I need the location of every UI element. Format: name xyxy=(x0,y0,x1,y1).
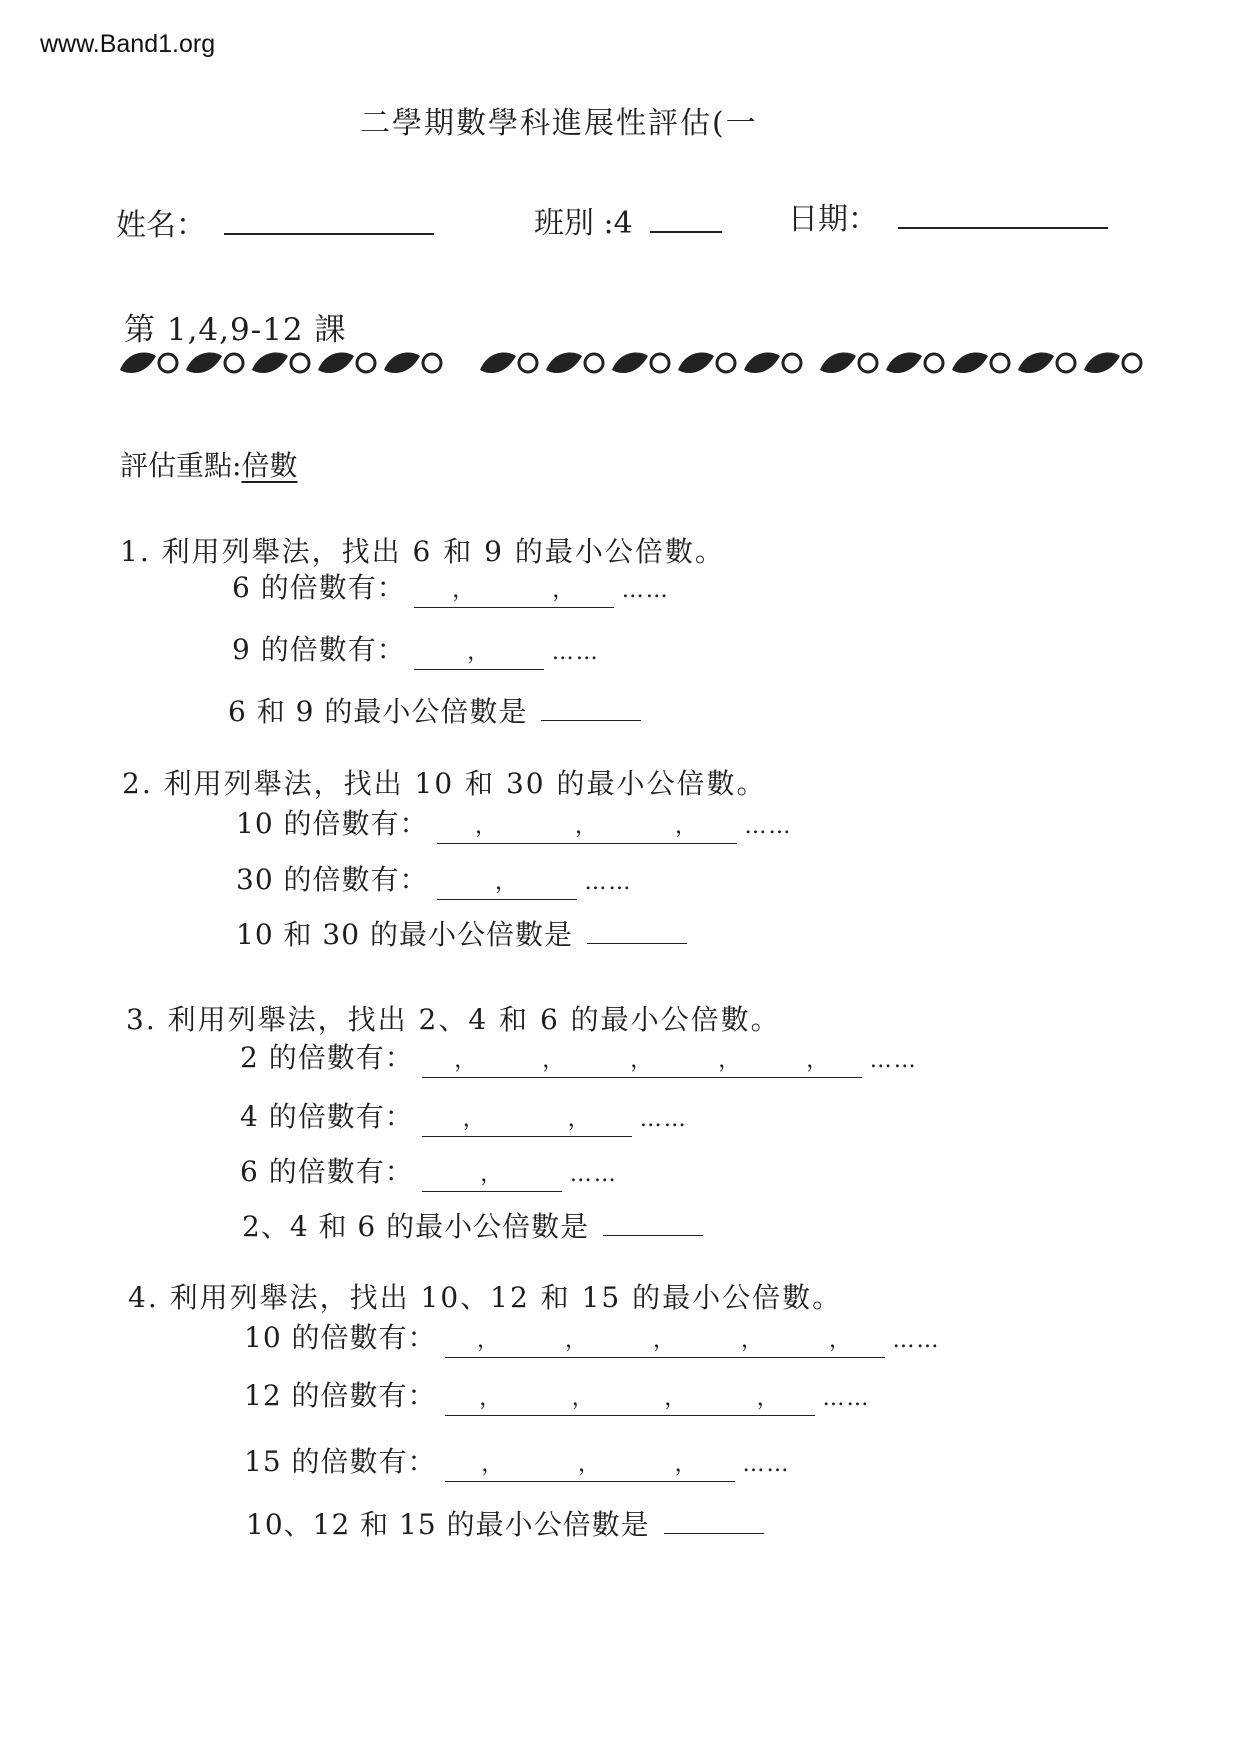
comma-separator: ， xyxy=(452,578,476,603)
leaf-ornament-icon xyxy=(612,353,648,374)
flower-ornament-icon xyxy=(159,354,177,372)
flower-ornament-icon xyxy=(925,354,943,372)
leaf-ornament-icon xyxy=(678,353,714,374)
multiples-label: 9 的倍數有： xyxy=(232,633,406,666)
question-3-title: 3. 利用列舉法，找出 2、4 和 6 的最小公倍數。 xyxy=(126,1003,781,1036)
multiples-row xyxy=(244,1316,941,1358)
multiples-blank[interactable] xyxy=(445,1452,735,1482)
multiples-row xyxy=(232,566,670,608)
comma-separator: ， xyxy=(675,814,699,839)
lcm-answer-blank[interactable] xyxy=(603,1211,703,1236)
comma-separator: ， xyxy=(565,1328,589,1353)
comma-separator: ， xyxy=(674,1452,698,1477)
lcm-answer-label: 10 和 30 的最小公倍數是 xyxy=(236,918,573,951)
ellipsis: …… xyxy=(892,1328,941,1353)
multiples-blank[interactable] xyxy=(437,814,737,844)
multiples-blank[interactable] xyxy=(445,1328,885,1358)
lcm-answer-row xyxy=(242,1205,703,1245)
lcm-answer-blank[interactable] xyxy=(664,1509,764,1534)
class-blank[interactable] xyxy=(650,230,722,233)
multiples-blank[interactable] xyxy=(422,1162,562,1192)
ellipsis: …… xyxy=(569,1162,618,1187)
comma-separator: ， xyxy=(462,1107,486,1132)
flower-ornament-icon xyxy=(519,354,537,372)
flower-ornament-icon xyxy=(423,354,441,372)
ellipsis: …… xyxy=(639,1107,688,1132)
date-label: 日期： xyxy=(788,202,878,237)
date-field xyxy=(788,194,1108,238)
ellipsis: …… xyxy=(869,1048,918,1073)
comma-separator: ， xyxy=(477,1328,501,1353)
comma-separator: ， xyxy=(481,1452,505,1477)
leaf-ornament-icon xyxy=(1018,353,1054,374)
leaf-ornament-icon xyxy=(318,353,354,374)
ellipsis: …… xyxy=(621,578,670,603)
multiples-blank[interactable] xyxy=(414,640,544,670)
multiples-row xyxy=(240,1095,688,1137)
leaf-ornament-icon xyxy=(546,353,582,374)
leaf-ornament-icon xyxy=(120,353,156,374)
leaf-ornament-icon xyxy=(952,353,988,374)
multiples-row xyxy=(236,802,793,844)
lesson-range: 第 1,4,9-12 課 xyxy=(124,312,347,348)
flower-ornament-icon xyxy=(1057,354,1075,372)
question-4-title: 4. 利用列舉法，找出 10、12 和 15 的最小公倍數。 xyxy=(128,1281,843,1314)
multiples-blank[interactable] xyxy=(422,1107,632,1137)
name-label: 姓名： xyxy=(116,208,206,243)
comma-separator: ， xyxy=(741,1328,765,1353)
ellipsis: …… xyxy=(742,1452,791,1477)
leaf-ornament-icon xyxy=(744,353,780,374)
leaf-ornament-icon xyxy=(480,353,516,374)
comma-separator: ， xyxy=(567,1107,591,1132)
lcm-answer-row xyxy=(228,690,641,730)
comma-separator: ， xyxy=(542,1048,566,1073)
comma-separator: ， xyxy=(479,1386,503,1411)
comma-separator: ， xyxy=(480,1162,504,1187)
flower-ornament-icon xyxy=(225,354,243,372)
multiples-blank[interactable] xyxy=(437,870,577,900)
lcm-answer-blank[interactable] xyxy=(587,919,687,944)
comma-separator: ， xyxy=(571,1386,595,1411)
lcm-answer-label: 6 和 9 的最小公倍數是 xyxy=(228,695,528,728)
page-title: 二學期數學科進展性評估(一 xyxy=(360,106,758,141)
lcm-answer-label: 2、4 和 6 的最小公倍數是 xyxy=(242,1210,590,1243)
comma-separator: ， xyxy=(718,1048,742,1073)
multiples-row xyxy=(236,858,633,900)
comma-separator: ， xyxy=(575,814,599,839)
leaf-ornament-icon xyxy=(384,353,420,374)
multiples-label: 12 的倍數有： xyxy=(244,1379,437,1412)
multiples-row xyxy=(240,1150,618,1192)
class-field xyxy=(534,198,722,242)
comma-separator: ， xyxy=(630,1048,654,1073)
comma-separator: ， xyxy=(664,1386,688,1411)
site-url: www.Band1.org xyxy=(40,30,216,58)
question-2-title: 2. 利用列舉法，找出 10 和 30 的最小公倍數。 xyxy=(122,767,767,800)
comma-separator: ， xyxy=(467,640,491,665)
comma-separator: ， xyxy=(454,1048,478,1073)
flower-ornament-icon xyxy=(1123,354,1141,372)
multiples-row xyxy=(244,1374,871,1416)
ellipsis: …… xyxy=(584,870,633,895)
flower-ornament-icon xyxy=(357,354,375,372)
comma-separator: ， xyxy=(756,1386,780,1411)
multiples-label: 6 的倍數有： xyxy=(232,571,406,604)
multiples-row xyxy=(244,1440,791,1482)
ellipsis: …… xyxy=(822,1386,871,1411)
question-1-title: 1. 利用列舉法，找出 6 和 9 的最小公倍數。 xyxy=(120,535,725,568)
multiples-blank[interactable] xyxy=(422,1048,862,1078)
multiples-label: 10 的倍數有： xyxy=(244,1321,437,1354)
multiples-row xyxy=(232,628,600,670)
comma-separator: ， xyxy=(829,1328,853,1353)
comma-separator: ， xyxy=(653,1328,677,1353)
multiples-label: 15 的倍數有： xyxy=(244,1445,437,1478)
focus-topic: 倍數 xyxy=(241,449,298,482)
multiples-label: 30 的倍數有： xyxy=(236,863,429,896)
comma-separator: ， xyxy=(475,814,499,839)
date-blank[interactable] xyxy=(898,226,1108,229)
ellipsis: …… xyxy=(551,640,600,665)
flower-ornament-icon xyxy=(717,354,735,372)
comma-separator: ， xyxy=(806,1048,830,1073)
flower-ornament-icon xyxy=(991,354,1009,372)
name-blank[interactable] xyxy=(224,232,434,235)
focus-label: 評估重點: xyxy=(120,449,242,482)
name-field xyxy=(116,200,434,244)
assessment-focus xyxy=(120,444,297,484)
lcm-answer-row xyxy=(236,913,687,953)
leaf-ornament-icon xyxy=(820,353,856,374)
decorative-border xyxy=(118,348,1188,378)
flower-ornament-icon xyxy=(291,354,309,372)
flower-ornament-icon xyxy=(651,354,669,372)
leaf-ornament-icon xyxy=(186,353,222,374)
comma-separator: ， xyxy=(578,1452,602,1477)
multiples-label: 4 的倍數有： xyxy=(240,1100,414,1133)
multiples-blank[interactable] xyxy=(414,578,614,608)
ellipsis: …… xyxy=(744,814,793,839)
multiples-label: 6 的倍數有： xyxy=(240,1155,414,1188)
leaf-ornament-icon xyxy=(886,353,922,374)
flower-ornament-icon xyxy=(585,354,603,372)
leaf-ornament-icon xyxy=(252,353,288,374)
multiples-label: 10 的倍數有： xyxy=(236,807,429,840)
multiples-label: 2 的倍數有： xyxy=(240,1041,414,1074)
leaf-ornament-icon xyxy=(1084,353,1120,374)
flower-ornament-icon xyxy=(783,354,801,372)
class-label: 班別 :4 xyxy=(534,206,633,241)
comma-separator: ， xyxy=(552,578,576,603)
lcm-answer-blank[interactable] xyxy=(541,696,641,721)
comma-separator: ， xyxy=(495,870,519,895)
multiples-blank[interactable] xyxy=(445,1386,815,1416)
multiples-row xyxy=(240,1036,918,1078)
flower-ornament-icon xyxy=(859,354,877,372)
lcm-answer-row xyxy=(246,1503,764,1543)
lcm-answer-label: 10、12 和 15 的最小公倍數是 xyxy=(246,1508,650,1541)
